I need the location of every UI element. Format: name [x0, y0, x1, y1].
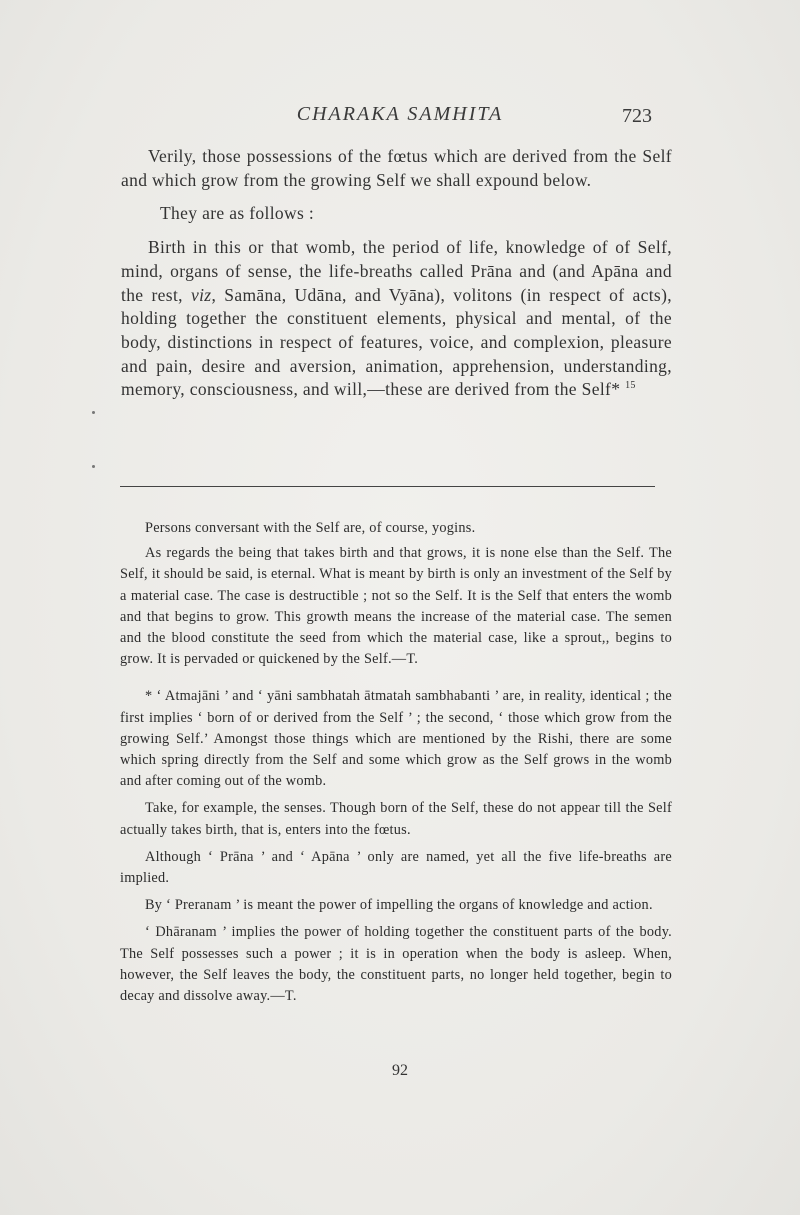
main-paragraph-3-rest: , Samāna, Udāna, and Vyāna), volitons (in respect of acts), holding together the constituent elements, physical and mental, of the body, distinctions in respect of features, voice, and complexion, pleasure and pain, desire and aversion, animation, apprehension, understanding, memory, consciousness, and will,—these are derived from the Self* [121, 284, 672, 400]
viz-abbreviation: viz [190, 284, 212, 305]
footnote-2: As regards the being that takes birth and that grows, it is none else than the Self. The Self, it should be said, is eternal. What is meant by birth is only an investment of the Self by a material case. The case is destructible ; not so the Self. It is the Self that enters the womb and that begins to grow. This growth means the increase of the material case. The semen and the blood constitute the seed from which the material case, like a sprout,, begins to grow. It is pervaded or quickened by the Self.—T. [120, 545, 672, 668]
footnote-1: Persons conversant with the Self are, of course, yogins. [145, 520, 476, 536]
margin-speck [92, 465, 95, 468]
footnote-7: ‘ Dhāranam ’ implies the power of holding together the constituent parts of the body. The Self possesses such a power ; it is in operation when the body is asleep. When, however, the Self leaves the body, the constituent parts, no longer held together, begin to decay and dissolve away.—T. [120, 924, 672, 1005]
running-title: CHARAKA SAMHITA [296, 103, 504, 125]
signature-number: 92 [392, 1062, 408, 1079]
footnote-5: Although ‘ Prāna ’ and ‘ Apāna ’ only are named, yet all the five life-breaths are implied. [120, 848, 672, 887]
page-number: 723 [622, 105, 652, 127]
footnote-reference: 15 [625, 380, 636, 392]
main-text [121, 145, 672, 402]
footnotes [120, 518, 672, 1007]
margin-speck [92, 411, 95, 414]
footnote-6: By ‘ Preranam ’ is meant the power of impelling the organs of knowledge and action. [145, 897, 653, 914]
main-paragraph-3 [121, 236, 672, 402]
footnote-4: Take, for example, the senses. Though born of the Self, these do not appear till the Self actually takes birth, that is, enters into the fœtus. [120, 800, 672, 838]
footnote-3: * ‘ Atmajāni ’ and ‘ yāni sambhatah ātmatah sambhabanti ’ are, in reality, identical ; the first implies ‘ born of or derived from the Self ’ ; the second, ‘ those which grow from the growing Self.’ Amongst those things which are mentioned by the Rishi, there are some which spring directly from the Self and some which grow as the Self grows in the womb and after coming out of the womb. [120, 688, 672, 790]
main-paragraph-1: Verily, those possessions of the fœtus which are derived from the Self and which grow from the growing Self we shall expound below. [121, 146, 672, 190]
footnote-divider [120, 486, 655, 487]
main-paragraph-2: They are as follows : [160, 203, 315, 224]
main-paragraph-3-start: Birth in this or that womb, the period of life, knowledge of of Self, mind, organs of sense, the life-breaths called Prāna and (and Apāna and the rest, [121, 237, 672, 305]
